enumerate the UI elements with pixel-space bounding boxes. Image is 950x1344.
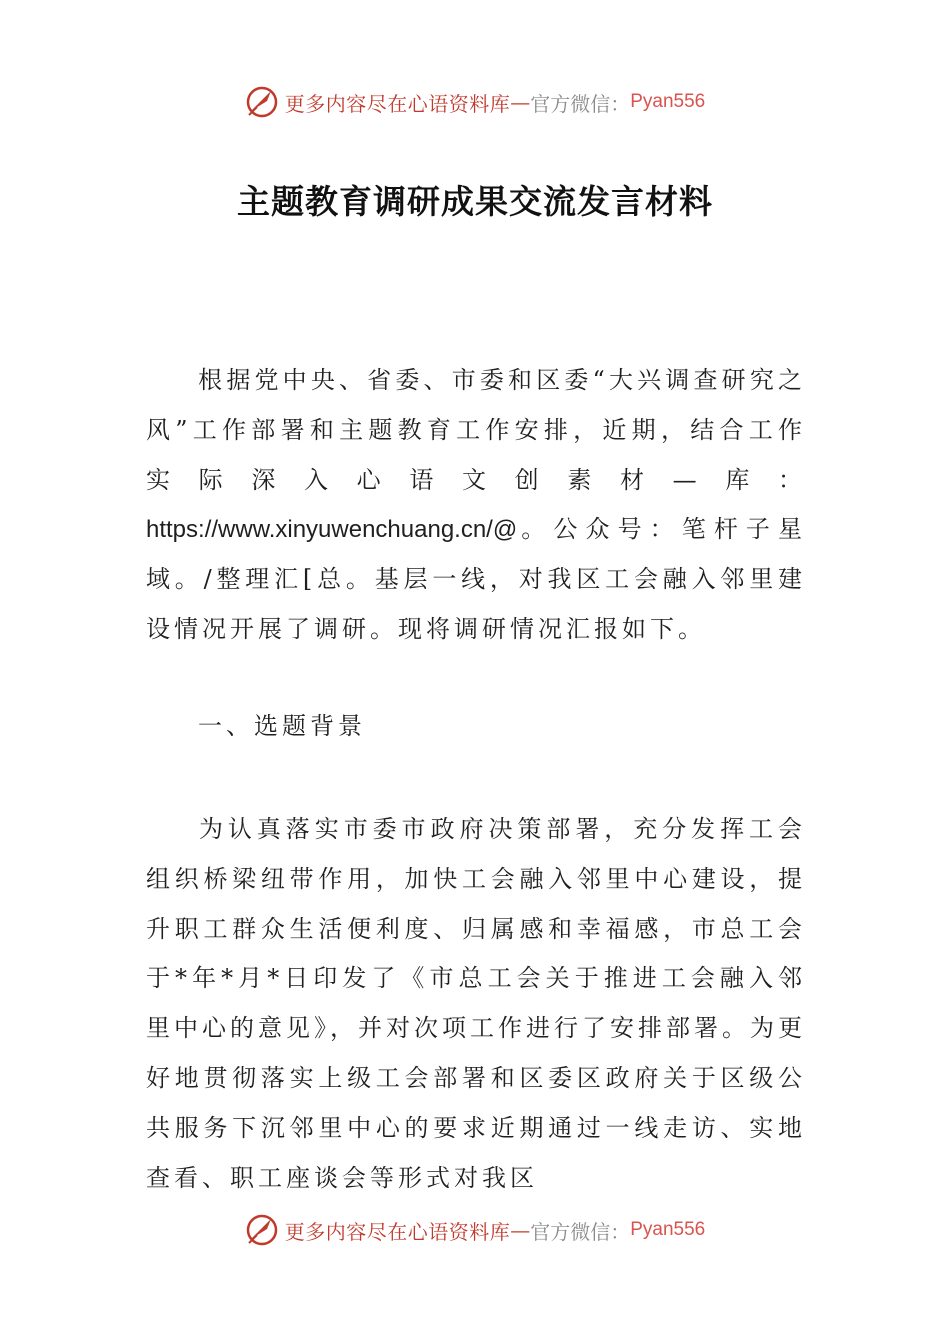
intro-text-part1: 根据党中央、省委、市委和区委“大兴调查研究之风”工作部署和主题教育工作安排，近期，结合工作实际深入心语文创素材—库： [146,366,806,494]
header-banner [0,82,950,122]
background-paragraph [146,805,806,1203]
banner-dash: — [510,1218,531,1242]
banner-dash: — [510,90,531,114]
quill-pen-logo-icon [245,1213,279,1247]
section-heading-background: 一、选题背景 [198,712,366,740]
quill-pen-logo-icon [245,85,279,119]
document-title: 主题教育调研成果交流发言材料 [237,182,713,221]
intro-paragraph [146,356,806,655]
banner-text: 更多内容尽在心语资料库 [284,91,511,116]
intro-text-part2: 。公众号：笔杆子星域。/整理汇[总。基层一线，对我区工会融入邻里建设情况开展了调研。现将调研情况汇报如下。 [146,515,806,643]
wechat-label: 官方微信： [530,91,631,116]
source-url: https://www.xinyuwenchuang.cn/@ [146,516,518,544]
footer-banner [0,1210,950,1250]
background-text: 为认真落实市委市政府决策部署，充分发挥工会组织桥梁纽带作用，加快工会融入邻里中心建设，提升职工群众生活便利度、归属感和幸福感，市总工会于*年*月*日印发了《市总工会关于推进工会融入邻里中心的意见》，并对次项工作进行了安排部署。为更好地贯彻落实上级工会部署和区委区政府关于区级公共服务下沉邻里中心的要求近期通过一线走访、实地查看、职工座谈会等形式对我区 [146,815,806,1192]
wechat-label: 官方微信： [530,1219,631,1244]
wechat-id: Pyan556 [630,91,706,112]
banner-text: 更多内容尽在心语资料库 [284,1219,511,1244]
wechat-id: Pyan556 [630,1219,706,1240]
